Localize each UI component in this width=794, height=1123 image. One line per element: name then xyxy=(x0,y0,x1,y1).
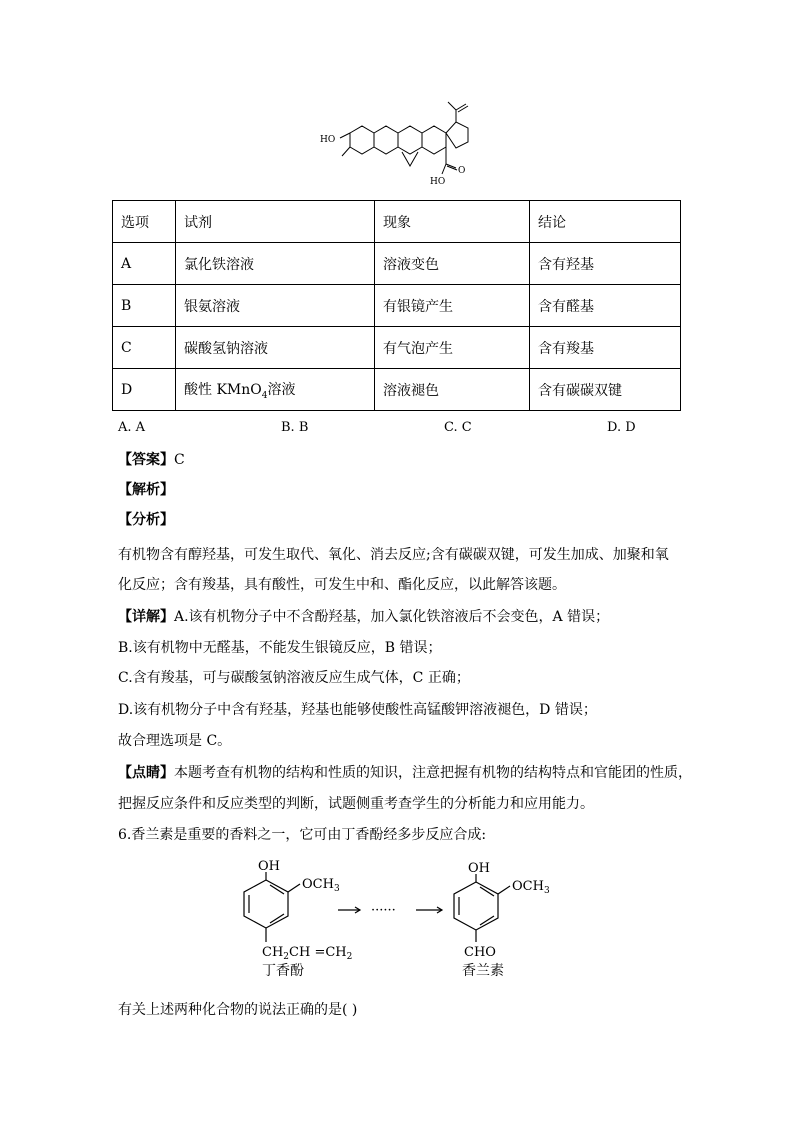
question-6-text: 6.香兰素是重要的香料之一，它可由丁香酚经多步反应合成: xyxy=(118,827,487,843)
organic-molecule-structure xyxy=(318,100,508,195)
table-cell: 氯化铁溶液 xyxy=(176,243,375,285)
table-cell: 含有醛基 xyxy=(530,285,681,327)
right-methoxy-label: $OCH_3$ xyxy=(512,879,550,896)
answer-tag: 【答案】 xyxy=(118,452,174,468)
fenxi-heading: 【分析】 xyxy=(118,512,174,528)
dianjing-tag: 【点睛】 xyxy=(118,765,174,781)
carboxyl-hydroxyl-label: HO xyxy=(430,177,446,187)
table-header-row xyxy=(113,201,681,243)
detail-line-b: B.该有机物中无醛基，不能发生银镜反应，B 错误； xyxy=(118,640,442,656)
left-hydroxyl-label: OH xyxy=(258,859,280,874)
vanillin-name: 香兰素 xyxy=(462,963,504,979)
dianjing-line-1 xyxy=(118,763,692,783)
reaction-scheme xyxy=(236,858,566,980)
table-cell: 溶液褪色 xyxy=(375,369,530,411)
left-allyl-chain-label: $CH_2CH =CH_2$ xyxy=(262,945,353,962)
answer-choices xyxy=(118,420,678,438)
detail-tag: 【详解】 xyxy=(118,609,174,625)
dianjing-text: 本题考查有机物的结构和性质的知识，注意把握有机物的结构特点和官能团的性质， xyxy=(174,765,692,781)
detail-a-text: A.该有机物分子中不含酚羟基，加入氯化铁溶液后不会变色，A 错误； xyxy=(174,609,610,625)
table-row xyxy=(113,243,681,285)
eugenol-name: 丁香酚 xyxy=(262,963,304,979)
options-table xyxy=(112,200,681,411)
table-row xyxy=(113,285,681,327)
header-cell: 现象 xyxy=(375,201,530,243)
left-methoxy-label: $OCH_3$ xyxy=(302,877,340,894)
analysis-heading: 【解析】 xyxy=(118,482,174,498)
table-cell: B xyxy=(113,285,176,327)
hydroxyl-label: HO xyxy=(320,135,336,145)
conclusion-line: 故合理选项是 C。 xyxy=(118,733,232,749)
fenxi-line-2: 化反应；含有羧基，具有酸性，可发生中和、酯化反应，以此解答该题。 xyxy=(118,577,566,593)
choice-b: B. B xyxy=(281,420,309,435)
answer-line xyxy=(118,450,185,470)
dianjing-line-2: 把握反应条件和反应类型的判断，试题侧重考查学生的分析能力和应用能力。 xyxy=(118,796,594,812)
detail-line-a xyxy=(118,607,609,627)
reagent-prefix: 酸性 KMnO xyxy=(184,381,262,398)
fenxi-line-1: 有机物含有醇羟基，可发生取代、氧化、消去反应;含有碳碳双键，可发生加成、加聚和氧 xyxy=(118,547,669,563)
table-cell: 碳酸氢钠溶液 xyxy=(176,327,375,369)
reagent-suffix: 溶液 xyxy=(267,381,296,398)
answer-value: C xyxy=(174,452,185,468)
table-cell: 溶液变色 xyxy=(375,243,530,285)
table-cell: C xyxy=(113,327,176,369)
detail-line-c: C.含有羧基，可与碳酸氢钠溶液反应生成气体，C 正确； xyxy=(118,670,470,686)
reagent-subscript: 4 xyxy=(261,390,268,401)
table-cell: 含有羧基 xyxy=(530,327,681,369)
choice-a: A. A xyxy=(118,420,146,435)
table-cell: 银氨溶液 xyxy=(176,285,375,327)
table-cell: D xyxy=(113,369,176,411)
header-cell: 选项 xyxy=(113,201,176,243)
table-cell: 含有碳碳双键 xyxy=(530,369,681,411)
aldehyde-label: CHO xyxy=(464,945,496,960)
detail-line-d: D.该有机物分子中含有羟基，羟基也能够使酸性高锰酸钾溶液褪色，D 错误； xyxy=(118,702,597,718)
table-cell: 有银镜产生 xyxy=(375,285,530,327)
table-cell: 有气泡产生 xyxy=(375,327,530,369)
choice-d: D. D xyxy=(607,420,636,435)
header-cell: 试剂 xyxy=(176,201,375,243)
table-cell: A xyxy=(113,243,176,285)
question-tail: 有关上述两种化合物的说法正确的是( ) xyxy=(118,1002,358,1018)
table-cell: 含有羟基 xyxy=(530,243,681,285)
header-cell: 结论 xyxy=(530,201,681,243)
table-row xyxy=(113,327,681,369)
table-row xyxy=(113,369,681,411)
choice-c: C. C xyxy=(444,420,472,435)
table-cell-reagent xyxy=(176,369,375,411)
reaction-dots: ······ xyxy=(371,903,396,918)
carbonyl-oxygen-label: O xyxy=(458,166,466,176)
right-hydroxyl-label: OH xyxy=(468,861,490,876)
